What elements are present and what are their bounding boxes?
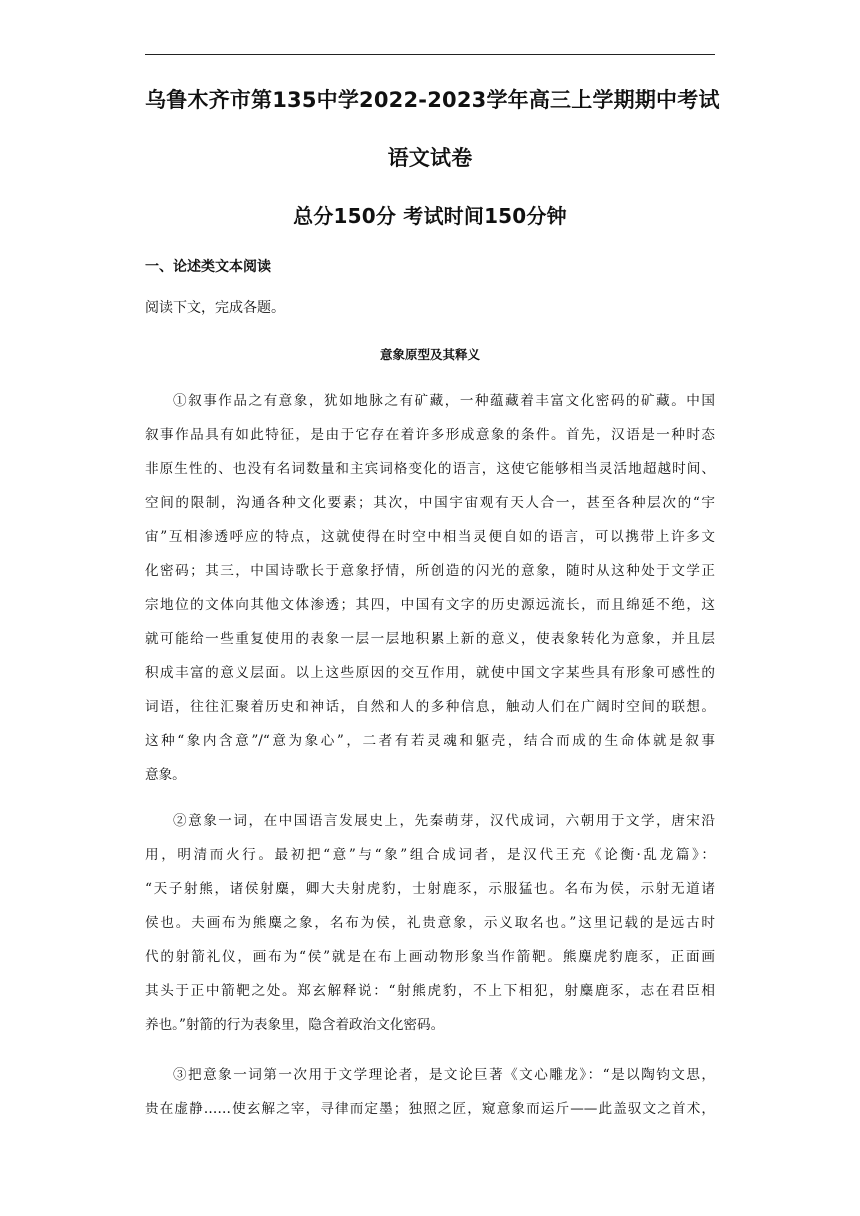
paragraph-line: 就可能给一些重复使用的表象一层一层地积累上新的意义，使表象转化为意象，并且层 xyxy=(145,631,715,647)
reading-instruction: 阅读下文，完成各题。 xyxy=(145,300,285,316)
paragraph-line: 空间的限制，沟通各种文化要素；其次，中国宇宙观有天人合一，甚至各种层次的“宇 xyxy=(145,495,715,511)
paragraph-line: 宙”互相渗透呼应的特点，这就使得在时空中相当灵便自如的语言，可以携带上许多文 xyxy=(145,529,715,545)
exam-title: 乌鲁木齐市第135中学2022-2023学年高三上学期期中考试 xyxy=(145,88,720,112)
paragraph-line: 积成丰富的意义层面。以上这些原因的交互作用，就使中国文字某些具有形象可感性的 xyxy=(145,665,715,681)
paragraph-line: 意象。 xyxy=(145,767,186,783)
paragraph-line: 贵在虚静……使玄解之宰，寻律而定墨；独照之匠，窥意象而运斤——此盖驭文之首术， xyxy=(145,1101,715,1117)
header-rule xyxy=(145,54,715,55)
paragraph-line: 其头于正中箭靶之处。郑玄解释说：“射熊虎豹，不上下相犯，射麋鹿豕，志在君臣相 xyxy=(145,983,715,999)
paragraph-line: 养也。”射箭的行为表象里，隐含着政治文化密码。 xyxy=(145,1017,445,1033)
exam-score-time: 总分150分 考试时间150分钟 xyxy=(293,204,567,228)
paragraph-line: 侯也。夫画布为熊麋之象，名布为侯，礼贵意象，示义取名也。”这里记载的是远古时 xyxy=(145,915,715,931)
paragraph-line: 化密码；其三，中国诗歌长于意象抒情，所创造的闪光的意象，随时从这种处于文学正 xyxy=(145,563,715,579)
paragraph-line: ②意象一词，在中国语言发展史上，先秦萌芽，汉代成词，六朝用于文学，唐宋沿 xyxy=(173,813,715,829)
exam-subject: 语文试卷 xyxy=(387,146,473,170)
paragraph-3 xyxy=(145,1058,715,1126)
paragraph-1 xyxy=(145,384,715,792)
paragraph-line: 词语，往往汇聚着历史和神话，自然和人的多种信息，触动人们在广阔时空间的联想。 xyxy=(145,699,715,715)
paragraph-2 xyxy=(145,804,715,1042)
paragraph-line: 叙事作品具有如此特征，是由于它存在着许多形成意象的条件。首先，汉语是一种时态 xyxy=(145,427,715,443)
paragraph-line: ③把意象一词第一次用于文学理论者，是文论巨著《文心雕龙》：“是以陶钧文思， xyxy=(173,1067,715,1083)
paragraph-line: 宗地位的文体向其他文体渗透；其四，中国有文字的历史源远流长，而且绵延不绝，这 xyxy=(145,597,715,613)
paragraph-line: 这种“象内含意”/“意为象心”，二者有若灵魂和躯壳，结合而成的生命体就是叙事 xyxy=(145,733,715,749)
paragraph-line: 代的射箭礼仪，画布为“侯”就是在布上画动物形象当作箭靶。熊麋虎豹鹿豕，正面画 xyxy=(145,949,715,965)
article-title: 意象原型及其释义 xyxy=(379,347,480,362)
paragraph-line: ①叙事作品之有意象，犹如地脉之有矿藏，一种蕴藏着丰富文化密码的矿藏。中国 xyxy=(173,393,715,409)
section-heading: 一、论述类文本阅读 xyxy=(145,259,271,275)
paragraph-line: 非原生性的、也没有名词数量和主宾词格变化的语言，这使它能够相当灵活地超越时间、 xyxy=(145,461,715,477)
paragraph-line: “天子射熊，诸侯射麋，卿大夫射虎豹，士射鹿豕，示服猛也。名布为侯，示射无道诸 xyxy=(145,881,715,897)
paragraph-line: 用，明清而火行。最初把“意”与“象”组合成词者，是汉代王充《论衡·乱龙篇》： xyxy=(145,847,715,863)
